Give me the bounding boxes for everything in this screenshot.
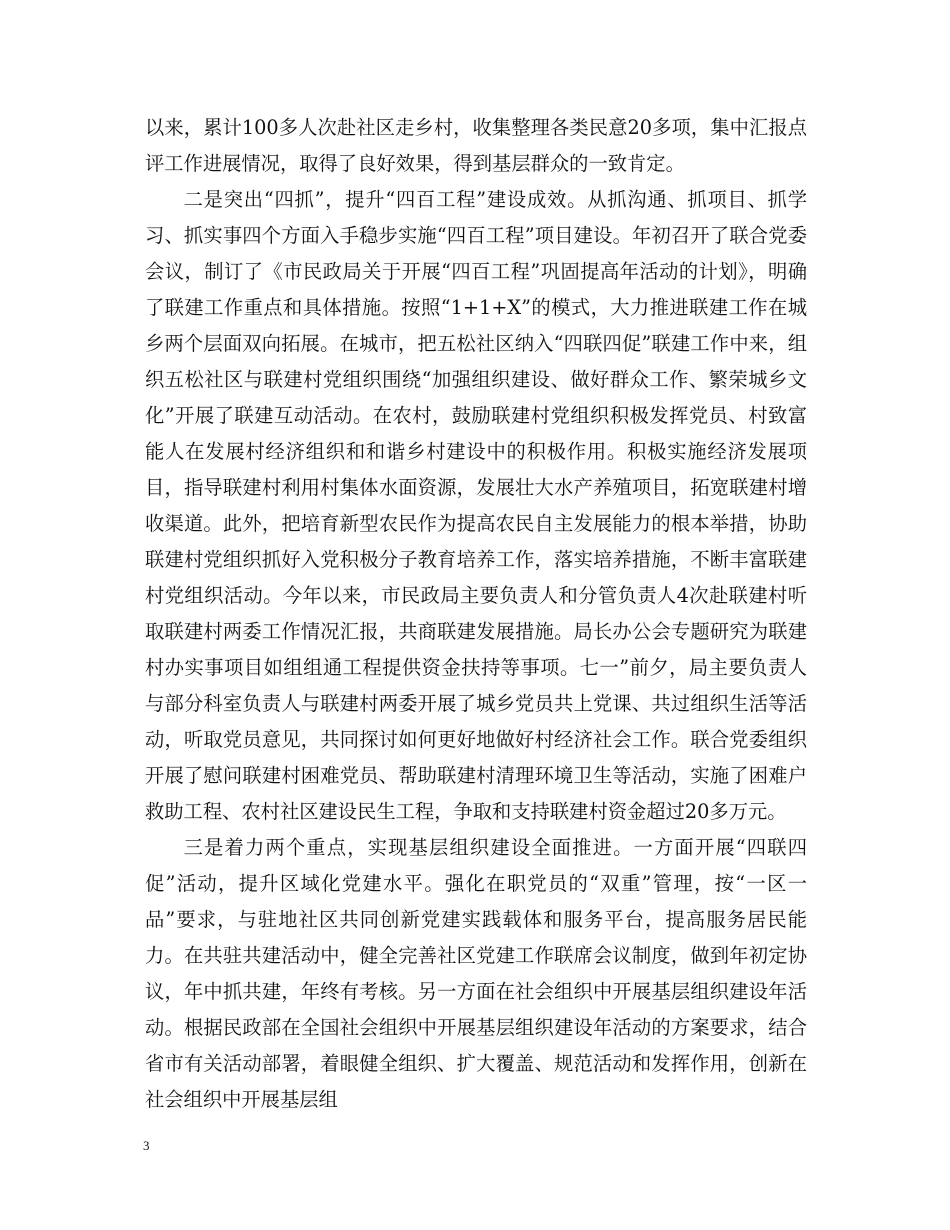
document-body — [145, 110, 807, 1118]
paragraph-3: 三是着力两个重点，实现基层组织建设全面推进。一方面开展“四联四促”活动，提升区域化党建水平。强化在职党员的“双重”管理，按“一区一品”要求，与驻地社区共同创新党建实践载体和服务平台，提高服务居民能力。在共驻共建活动中，健全完善社区党建工作联席会议制度，做到年初定协议，年中抓共建，年终有考核。另一方面在社会组织中开展基层组织建设年活动。根据民政部在全国社会组织中开展基层组织建设年活动的方案要求，结合省市有关活动部署，着眼健全组织、扩大覆盖、规范活动和发挥作用，创新在社会组织中开展基层组 — [145, 836, 807, 1111]
page-number: 3 — [143, 1138, 150, 1153]
paragraph-2: 二是突出“四抓”，提升“四百工程”建设成效。从抓沟通、抓项目、抓学习、抓实事四个方面入手稳步实施“四百工程”项目建设。年初召开了联合党委会议，制订了《市民政局关于开展“四百工程”巩固提高年活动的计划》，明确了联建工作重点和具体措施。按照“1+1+X”的模式，大力推进联建工作在城乡两个层面双向拓展。在城市，把五松社区纳入“四联四促”联建工作中来，组织五松社区与联建村党组织围绕“加强组织建设、做好群众工作、繁荣城乡文化”开展了联建互动活动。在农村，鼓励联建村党组织积极发挥党员、村致富能人在发展村经济组织和和谐乡村建设中的积极作用。积极实施经济发展项目，指导联建村利用村集体水面资源，发展壮大水产养殖项目，拓宽联建村增收渠道。此外，把培育新型农民作为提高农民自主发展能力的根本举措，协助联建村党组织抓好入党积极分子教育培养工作，落实培养措施，不断丰富联建村党组织活动。今年以来，市民政局主要负责人和分管负责人4次赴联建村听取联建村两委工作情况汇报，共商联建发展措施。局长办公会专题研究为联建村办实事项目如组组通工程提供资金扶持等事项。七一”前夕，局主要负责人与部分科室负责人与联建村两委开展了城乡党员共上党课、共过组织生活等活动，听取党员意见，共同探讨如何更好地做好村经济社会工作。联合党委组织开展了慰问联建村困难党员、帮助联建村清理环境卫生等活动，实施了困难户救助工程、农村社区建设民生工程，争取和支持联建村资金超过20多万元。 — [145, 188, 807, 823]
paragraph-1: 以来，累计100多人次赴社区走乡村，收集整理各类民意20多项，集中汇报点评工作进展情况，取得了良好效果，得到基层群众的一致肯定。 — [145, 116, 807, 175]
